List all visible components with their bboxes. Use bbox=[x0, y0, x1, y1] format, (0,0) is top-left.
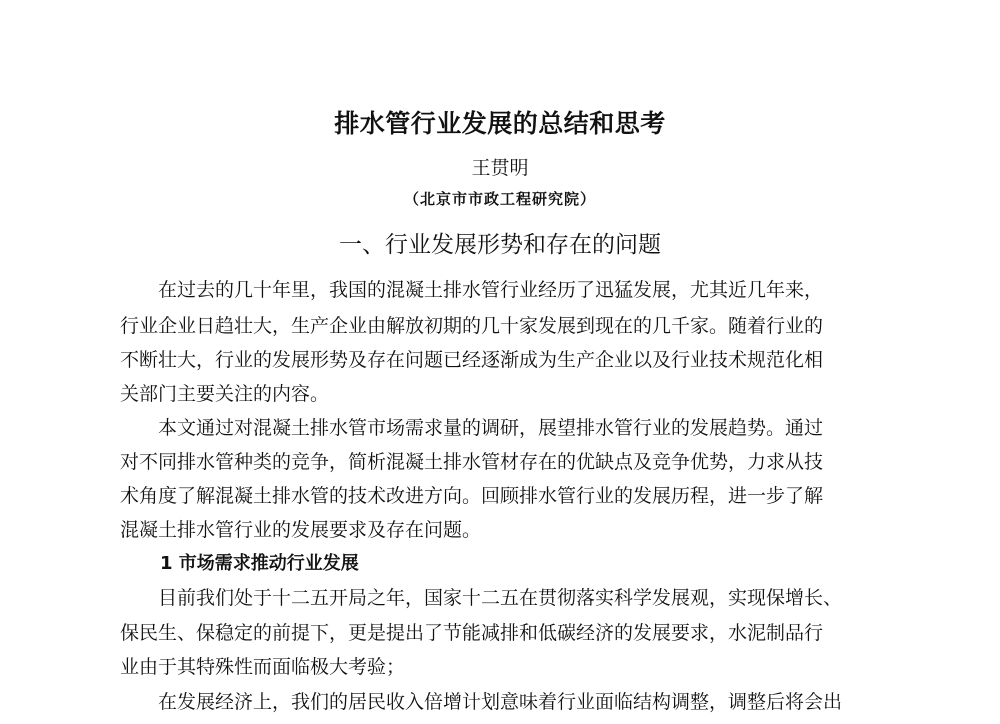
author-name: 王贯明 bbox=[471, 157, 529, 179]
paragraph-line: 业由于其特殊性而面临极大考验； bbox=[120, 656, 406, 678]
subsection-heading: 1 市场需求推动行业发展 bbox=[160, 553, 359, 574]
paragraph-line: 对不同排水管种类的竞争，简析混凝土排水管材存在的优缺点及竞争优势，力求从技 bbox=[120, 451, 824, 473]
paragraph-line: 在过去的几十年里，我国的混凝土排水管行业经历了迅猛发展，尤其近几年来， bbox=[158, 279, 824, 301]
paragraph-line: 目前我们处于十二五开局之年，国家十二五在贯彻落实科学发展观，实现保增长、 bbox=[158, 587, 843, 609]
author-affiliation: （北京市市政工程研究院） bbox=[403, 190, 596, 208]
paragraph-line: 行业企业日趋壮大，生产企业由解放初期的几十家发展到现在的几千家。随着行业的 bbox=[120, 315, 824, 337]
paragraph-line: 保民生、保稳定的前提下，更是提出了节能减排和低碳经济的发展要求，水泥制品行 bbox=[120, 622, 824, 644]
paragraph-line: 术角度了解混凝土排水管的技术改进方向。回顾排水管行业的发展历程，进一步了解 bbox=[120, 485, 824, 507]
paragraph-line: 关部门主要关注的内容。 bbox=[120, 383, 330, 405]
paragraph-line: 不断壮大，行业的发展形势及存在问题已经逐渐成为生产企业以及行业技术规范化相 bbox=[120, 349, 824, 371]
paragraph-line: 在发展经济上，我们的居民收入倍增计划意味着行业面临结构调整，调整后将会出 bbox=[158, 691, 843, 713]
paragraph-line: 混凝土排水管行业的发展要求及存在问题。 bbox=[120, 519, 482, 541]
paper-title: 排水管行业发展的总结和思考 bbox=[334, 109, 666, 138]
paragraph-line: 本文通过对混凝土排水管市场需求量的调研，展望排水管行业的发展趋势。通过 bbox=[158, 417, 824, 439]
section-heading: 一、行业发展形势和存在的问题 bbox=[339, 232, 661, 258]
